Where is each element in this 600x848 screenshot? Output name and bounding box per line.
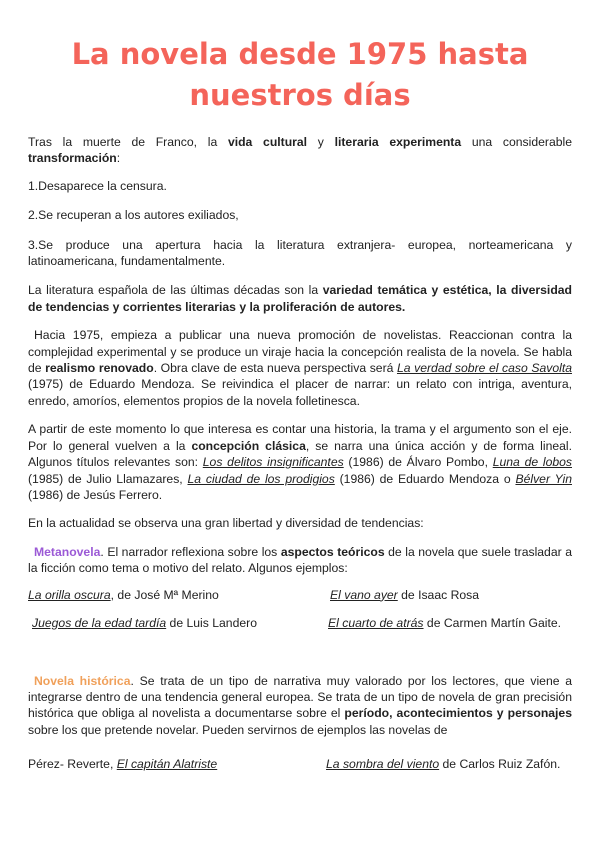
example-author: de Carmen Martín Gaite. bbox=[423, 615, 562, 630]
book-title: Los delitos insignificantes bbox=[202, 455, 344, 470]
paragraph-bold: variedad temática y estética, la diversidad de tendencias y corrientes literarias y la proliferación de autores. bbox=[28, 283, 572, 314]
paragraph-realismo bbox=[28, 327, 572, 409]
paragraph-text: de la novela que suele trasladar a la ficción como tema o motivo del relato. Algunos ejemplos: bbox=[28, 544, 572, 576]
paragraph-text: (1986) de Eduardo Mendoza o bbox=[334, 471, 516, 486]
book-title: El cuarto de atrás bbox=[328, 615, 424, 630]
paragraph-metanovela bbox=[28, 544, 572, 577]
paragraph-text: , se narra una única acción y de forma lineal. Algunos títulos relevantes son: bbox=[28, 438, 573, 470]
example-author: , de José Mª Merino bbox=[110, 587, 219, 602]
intro-bold: vida cultural bbox=[227, 135, 308, 149]
title-line-1: La novela desde 1975 hasta bbox=[71, 37, 529, 71]
paragraph-novela-historica bbox=[28, 673, 572, 739]
example-author: de Carlos Ruiz Zafón. bbox=[439, 757, 561, 772]
list-item-3: 3.Se produce una apertura hacia la literatura extranjera- europea, norteamericana y latinoamericana, fundamentalmente. bbox=[28, 237, 572, 269]
historica-examples-row bbox=[28, 756, 572, 772]
book-title: Juegos de la edad tardía bbox=[32, 615, 167, 630]
paragraph-text: La literatura española de las últimas décadas son la bbox=[28, 283, 323, 298]
example-author: Pérez- Reverte, bbox=[28, 757, 117, 772]
paragraph-text: (1975) de Eduardo Mendoza. Se reivindica el placer de narrar: un relato con intriga, aventura, enredo, amoríos, elementos propios de la novela folletinesca. bbox=[28, 377, 572, 408]
paragraph-text: (1985) de Julio Llamazares, bbox=[28, 471, 188, 486]
paragraph-actualidad: En la actualidad se observa una gran libertad y diversidad de tendencias: bbox=[28, 516, 424, 531]
example-author: de Luis Landero bbox=[166, 615, 257, 630]
book-title: La verdad sobre el caso Savolta bbox=[396, 361, 572, 376]
page-title bbox=[28, 34, 572, 116]
example-item bbox=[330, 587, 479, 603]
metanovela-examples-row-1 bbox=[28, 587, 572, 603]
book-title: La orilla oscura bbox=[28, 587, 111, 602]
title-line-2: nuestros días bbox=[189, 78, 411, 112]
paragraph-clasica bbox=[28, 421, 572, 503]
intro-bold: transformación bbox=[28, 151, 117, 166]
example-item bbox=[28, 587, 219, 603]
example-item bbox=[32, 615, 257, 631]
intro-bold: literaria experimenta bbox=[334, 135, 462, 149]
book-title: El capitán Alatriste bbox=[116, 757, 218, 772]
book-title: La ciudad de los prodigios bbox=[187, 471, 335, 486]
paragraph-bold: concepción clásica bbox=[191, 438, 306, 453]
book-title: Luna de lobos bbox=[492, 455, 572, 470]
paragraph-text: . Se trata de un tipo de narrativa muy valorado por los lectores, que viene a integrarse dentro de una tendencia general europea. Se trata de un tipo de novela de gran precisión histórica que obliga al novelista a documentarse sobre el bbox=[28, 673, 573, 721]
book-title: La sombra del viento bbox=[326, 757, 440, 772]
paragraph-text: . El narrador reflexiona sobre los bbox=[100, 544, 281, 559]
list-item-1: 1.Desaparece la censura. bbox=[28, 178, 167, 193]
intro-text: Tras la muerte de Franco, la bbox=[28, 135, 228, 149]
paragraph-bold: realismo renovado bbox=[45, 361, 154, 376]
paragraph-text: A partir de este momento lo que interesa es contar una historia, la trama y el argumento son el eje. Por lo general vuelven a la bbox=[28, 422, 572, 453]
paragraph-text: sobre los que pretende novelar. Pueden servirnos de ejemplos las novelas de bbox=[28, 722, 448, 737]
example-item bbox=[28, 756, 217, 772]
example-item bbox=[328, 615, 561, 631]
paragraph-text: . Obra clave de esta nueva perspectiva será bbox=[153, 361, 397, 376]
paragraph-bold: aspectos teóricos bbox=[280, 544, 385, 559]
example-author: de Isaac Rosa bbox=[397, 587, 480, 602]
book-title: Bélver Yin bbox=[515, 471, 572, 486]
paragraph-variety bbox=[28, 282, 572, 315]
paragraph-text: (1986) de Álvaro Pombo, bbox=[343, 455, 493, 470]
paragraph-text: (1986) de Jesús Ferrero. bbox=[28, 487, 163, 502]
paragraph-bold: período, acontecimientos y personajes bbox=[344, 706, 572, 721]
example-item bbox=[326, 756, 560, 772]
metanovela-tag: Metanovela bbox=[34, 544, 101, 559]
list-item-2: 2.Se recuperan a los autores exiliados, bbox=[28, 208, 239, 223]
intro-text: y bbox=[307, 135, 335, 149]
book-title: El vano ayer bbox=[330, 587, 398, 602]
paragraph-text: Hacia 1975, empieza a publicar una nueva promoción de novelistas. Reaccionan contra la complejidad experimental y se produce un viraje hacia la concepción realista de la novela. Se habla de bbox=[28, 328, 572, 376]
novela-historica-tag: Novela histórica bbox=[34, 673, 131, 688]
intro-text: : bbox=[116, 151, 121, 166]
intro-paragraph bbox=[28, 134, 572, 167]
metanovela-examples-row-2 bbox=[28, 615, 572, 631]
intro-text: una considerable bbox=[461, 135, 573, 149]
